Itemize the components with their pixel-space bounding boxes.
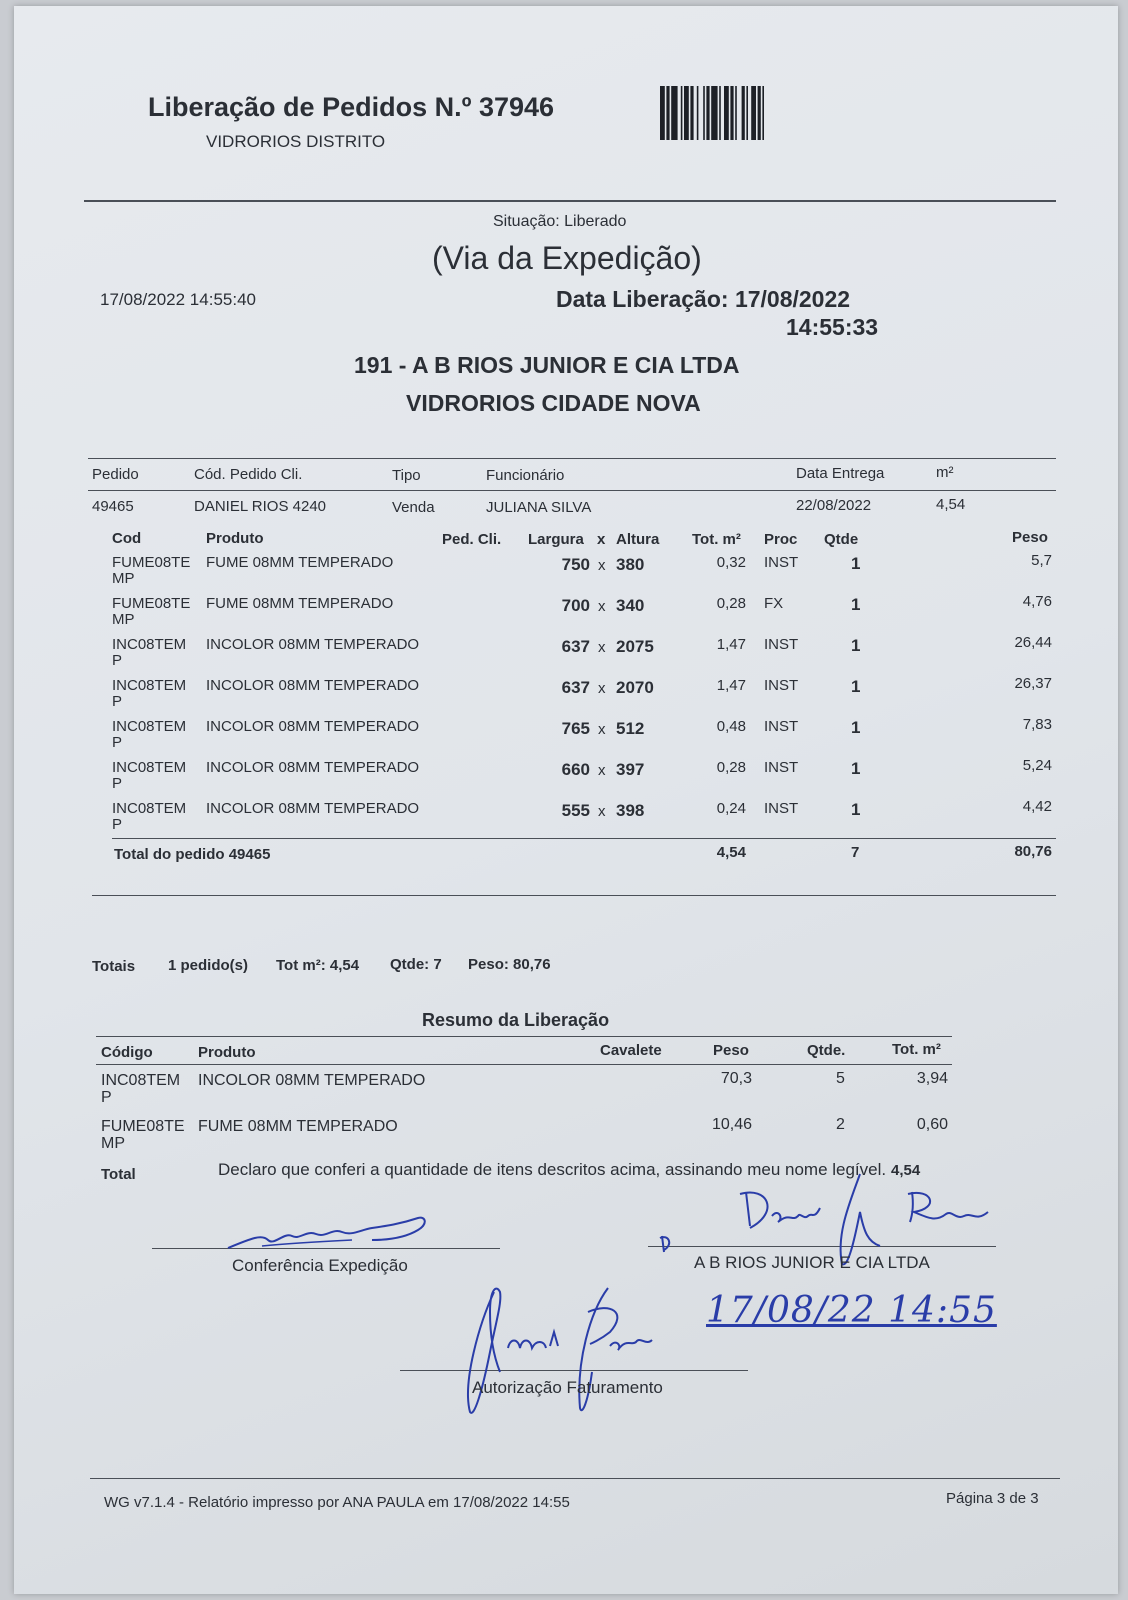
item-tot-m2: 0,28 (716, 595, 746, 612)
item-x: x (598, 557, 606, 574)
summary-header-tot-m2: Tot. m² (892, 1041, 941, 1058)
header-divider (84, 200, 1056, 202)
summary-cod: FUME08TE (101, 1118, 185, 1135)
item-proc: INST (764, 636, 799, 653)
items-header-altura: Altura (616, 531, 660, 548)
summary-cod: INC08TEM (101, 1072, 181, 1089)
item-qtde: 1 (851, 759, 861, 778)
item-largura: 637 (561, 678, 590, 697)
copy-type: (Via da Expedição) (432, 240, 702, 276)
status-text: Situação: Liberado (493, 213, 627, 230)
item-proc: INST (764, 677, 799, 694)
item-qtde: 1 (851, 595, 861, 614)
summary-title: Resumo da Liberação (422, 1010, 610, 1030)
document-title: Liberação de Pedidos N.º 37946 (148, 92, 555, 122)
items-header-peso: Peso (1012, 529, 1048, 546)
delivery-date: 22/08/2022 (796, 497, 872, 514)
release-date: Data Liberação: 17/08/2022 (556, 286, 851, 312)
item-x: x (598, 598, 606, 615)
summary-produto: FUME 08MM TEMPERADO (198, 1118, 398, 1135)
summary-total-label: Total (101, 1166, 136, 1183)
item-largura: 660 (561, 760, 590, 779)
column-header-pedido: Pedido (92, 466, 139, 483)
summary-produto: INCOLOR 08MM TEMPERADO (198, 1072, 426, 1089)
item-altura: 397 (616, 760, 645, 779)
items-header-qtde: Qtde (824, 531, 859, 548)
order-total-label: Total do pedido 49465 (114, 846, 271, 863)
item-tot-m2: 1,47 (716, 636, 746, 653)
item-proc: FX (764, 595, 784, 612)
items-header-cod: Cod (112, 530, 142, 547)
signature-autorizacao (460, 1282, 680, 1422)
item-altura: 2070 (616, 678, 654, 697)
items-header-ped-cli: Ped. Cli. (442, 531, 502, 548)
items-header-proc: Proc (764, 531, 798, 548)
column-header-tipo: Tipo (392, 467, 421, 484)
item-peso: 4,42 (1022, 798, 1052, 815)
item-produto: INCOLOR 08MM TEMPERADO (206, 677, 420, 694)
declaration-text: Declaro que conferi a quantidade de itens descritos acima, assinando meu nome legível. (218, 1160, 887, 1179)
summary-header-qtde: Qtde. (807, 1042, 846, 1059)
totals-peso: Peso: 80,76 (468, 956, 551, 973)
item-cod: FUME08TE (112, 595, 191, 612)
company-name: VIDRORIOS DISTRITO (206, 132, 386, 151)
order-total-peso: 80,76 (1014, 843, 1052, 860)
item-peso: 5,24 (1022, 757, 1052, 774)
totals-m2: Tot m²: 4,54 (276, 957, 360, 974)
item-cod: INC08TEM (112, 759, 187, 776)
item-cod-wrap: P (112, 775, 123, 792)
item-produto: INCOLOR 08MM TEMPERADO (206, 718, 420, 735)
item-tot-m2: 0,28 (716, 759, 746, 776)
item-tot-m2: 1,47 (716, 677, 746, 694)
item-produto: INCOLOR 08MM TEMPERADO (206, 636, 420, 653)
summary-header-codigo: Código (101, 1044, 153, 1061)
item-largura: 750 (561, 555, 590, 574)
item-proc: INST (764, 759, 799, 776)
client-name: 191 - A B RIOS JUNIOR E CIA LTDA (354, 352, 740, 378)
items-total-rule (112, 838, 1056, 839)
summary-header-peso: Peso (713, 1042, 749, 1059)
item-peso: 4,76 (1022, 593, 1052, 610)
order-total-qtde: 7 (851, 844, 860, 861)
handwritten-date: 17/08/22 14:55 (706, 1290, 997, 1331)
item-tot-m2: 0,48 (716, 718, 746, 735)
item-largura: 700 (561, 596, 590, 615)
item-qtde: 1 (851, 677, 861, 696)
item-x: x (598, 639, 606, 656)
item-produto: INCOLOR 08MM TEMPERADO (206, 759, 420, 776)
item-largura: 765 (561, 719, 590, 738)
items-header-produto: Produto (206, 530, 264, 547)
order-number: 49465 (92, 498, 134, 515)
item-cod-wrap: P (112, 693, 123, 710)
summary-header-cavalete: Cavalete (600, 1042, 662, 1059)
client-order-code: DANIEL RIOS 4240 (194, 498, 327, 515)
client-store: VIDRORIOS CIDADE NOVA (406, 390, 701, 416)
employee-name: JULIANA SILVA (486, 499, 592, 516)
item-peso: 5,7 (1031, 552, 1052, 569)
item-largura: 637 (561, 637, 590, 656)
item-cod-wrap: MP (112, 611, 135, 628)
item-x: x (598, 803, 606, 820)
item-tot-m2: 0,32 (716, 554, 746, 571)
item-proc: INST (764, 718, 799, 735)
item-proc: INST (764, 554, 799, 571)
items-header-largura: Largura (528, 531, 584, 548)
totals-qtde: Qtde: 7 (390, 956, 442, 973)
item-altura: 380 (616, 555, 645, 574)
order-header-top-rule (88, 458, 1056, 459)
item-cod: INC08TEM (112, 636, 187, 653)
item-proc: INST (764, 800, 799, 817)
page-number: Página 3 de 3 (946, 1490, 1039, 1507)
item-produto: FUME 08MM TEMPERADO (206, 595, 394, 612)
footer-rule (90, 1478, 1060, 1479)
summary-tot-m2: 3,94 (916, 1070, 948, 1087)
barcode-icon (660, 86, 832, 140)
item-tot-m2: 0,24 (716, 800, 746, 817)
summary-qtde: 5 (836, 1070, 845, 1087)
items-header-tot-m2: Tot. m² (692, 531, 741, 548)
release-time: 14:55:33 (786, 314, 879, 340)
item-cod: INC08TEM (112, 718, 187, 735)
item-cod-wrap: P (112, 816, 123, 833)
signature-label-autorizacao: Autorização Faturamento (472, 1378, 663, 1397)
item-cod-wrap: P (112, 652, 123, 669)
summary-header-rule (96, 1064, 952, 1065)
item-cod-wrap: P (112, 734, 123, 751)
item-x: x (598, 762, 606, 779)
item-produto: INCOLOR 08MM TEMPERADO (206, 800, 420, 817)
item-cod: INC08TEM (112, 800, 187, 817)
item-largura: 555 (561, 801, 590, 820)
order-header-rule (88, 490, 1056, 491)
summary-cod-wrap: P (101, 1089, 112, 1106)
order-m2: 4,54 (936, 496, 966, 513)
order-total-m2: 4,54 (716, 844, 746, 861)
summary-tot-m2: 0,60 (916, 1116, 948, 1133)
summary-cod-wrap: MP (101, 1135, 125, 1152)
summary-total-m2: 4,54 (891, 1162, 921, 1179)
column-header-funcionario: Funcionário (486, 467, 565, 484)
item-altura: 2075 (616, 637, 654, 656)
summary-peso: 10,46 (711, 1116, 752, 1133)
column-header-m2: m² (936, 464, 954, 481)
item-cod-wrap: MP (112, 570, 135, 587)
printed-timestamp: 17/08/2022 14:55:40 (100, 290, 256, 309)
item-cod: FUME08TE (112, 554, 191, 571)
summary-peso: 70,3 (720, 1070, 752, 1087)
item-altura: 512 (616, 719, 645, 738)
summary-top-rule (96, 1036, 952, 1037)
items-header-x: x (597, 531, 606, 548)
order-type: Venda (392, 499, 435, 516)
column-header-cod-pedido-cli: Cód. Pedido Cli. (194, 466, 303, 483)
item-qtde: 1 (851, 554, 861, 573)
item-x: x (598, 680, 606, 697)
item-peso: 26,44 (1014, 634, 1052, 651)
item-qtde: 1 (851, 636, 861, 655)
item-produto: FUME 08MM TEMPERADO (206, 554, 394, 571)
item-qtde: 1 (851, 718, 861, 737)
signature-conferencia (222, 1210, 432, 1254)
item-altura: 398 (616, 801, 645, 820)
signature-label-client: A B RIOS JUNIOR E CIA LTDA (694, 1253, 930, 1272)
totals-orders: 1 pedido(s) (168, 957, 249, 974)
item-peso: 26,37 (1014, 675, 1052, 692)
items-bottom-rule (92, 895, 1056, 896)
item-x: x (598, 721, 606, 738)
summary-header-produto: Produto (198, 1044, 256, 1061)
column-header-data-entrega: Data Entrega (796, 465, 885, 482)
item-cod: INC08TEM (112, 677, 187, 694)
item-altura: 340 (616, 596, 645, 615)
footer-text: WG v7.1.4 - Relatório impresso por ANA PAULA em 17/08/2022 14:55 (104, 1494, 570, 1511)
signature-label-conferencia: Conferência Expedição (232, 1256, 408, 1275)
item-qtde: 1 (851, 800, 861, 819)
item-peso: 7,83 (1022, 716, 1052, 733)
totals-label: Totais (92, 958, 136, 975)
summary-qtde: 2 (836, 1116, 845, 1133)
